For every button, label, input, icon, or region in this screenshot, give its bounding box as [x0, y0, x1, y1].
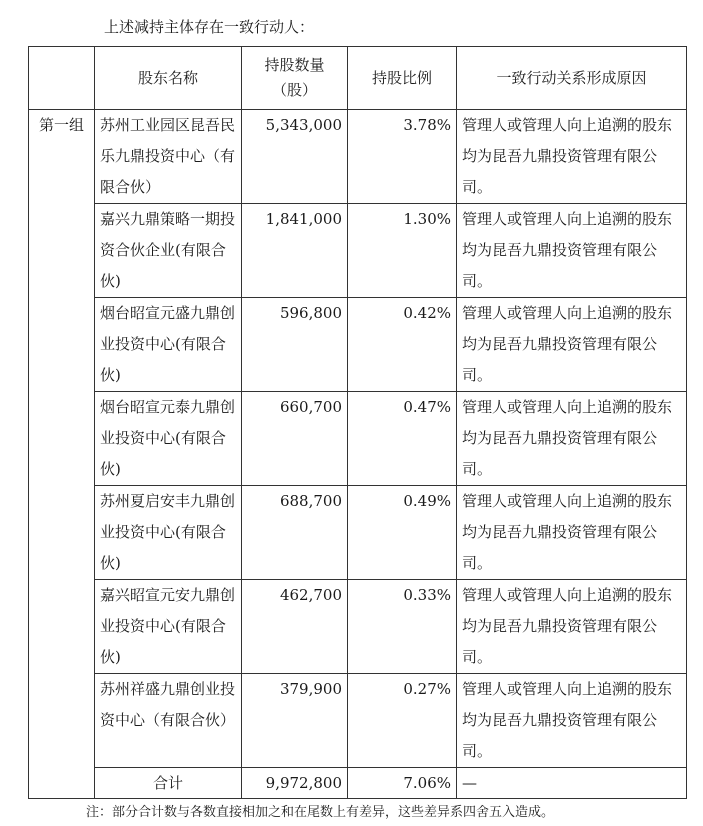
total-shares: 9,972,800 — [242, 768, 348, 799]
shares-value: 688,700 — [242, 486, 348, 580]
reason-text: 管理人或管理人向上追溯的股东均为昆吾九鼎投资管理有限公司。 — [457, 580, 687, 674]
ratio-value: 0.47% — [348, 392, 457, 486]
footnote: 注：部分合计数与各数直接相加之和在尾数上有差异，这些差异系四舍五入造成。 — [86, 805, 555, 820]
ratio-value: 3.78% — [348, 110, 457, 204]
header-shares-line1: 持股数量 — [264, 56, 325, 74]
intro-text: 上述减持主体存在一致行动人： — [104, 18, 315, 36]
header-shareholder-name: 股东名称 — [95, 47, 242, 110]
header-shares-line2: （股） — [271, 81, 317, 99]
shareholder-name: 烟台昭宣元泰九鼎创业投资中心(有限合伙) — [95, 392, 242, 486]
table-row — [29, 580, 687, 674]
ratio-value: 0.42% — [348, 298, 457, 392]
shares-value: 1,841,000 — [242, 204, 348, 298]
header-reason: 一致行动关系形成原因 — [457, 47, 687, 110]
total-ratio: 7.06% — [348, 768, 457, 799]
reason-text: 管理人或管理人向上追溯的股东均为昆吾九鼎投资管理有限公司。 — [457, 486, 687, 580]
ratio-value: 0.27% — [348, 674, 457, 768]
table-row — [29, 298, 687, 392]
table-row — [29, 204, 687, 298]
reason-text: 管理人或管理人向上追溯的股东均为昆吾九鼎投资管理有限公司。 — [457, 392, 687, 486]
shareholder-name: 嘉兴昭宣元安九鼎创业投资中心(有限合伙) — [95, 580, 242, 674]
table-header-row — [29, 47, 687, 110]
reason-text: 管理人或管理人向上追溯的股东均为昆吾九鼎投资管理有限公司。 — [457, 298, 687, 392]
total-row — [29, 768, 687, 799]
shares-value: 379,900 — [242, 674, 348, 768]
ratio-value: 1.30% — [348, 204, 457, 298]
header-ratio: 持股比例 — [348, 47, 457, 110]
shareholder-name: 苏州祥盛九鼎创业投资中心（有限合伙） — [95, 674, 242, 768]
shareholder-name: 苏州工业园区昆吾民乐九鼎投资中心（有限合伙） — [95, 110, 242, 204]
ratio-value: 0.33% — [348, 580, 457, 674]
table-row — [29, 110, 687, 204]
total-reason: — — [457, 768, 687, 799]
shareholder-name: 苏州夏启安丰九鼎创业投资中心(有限合伙) — [95, 486, 242, 580]
shares-value: 660,700 — [242, 392, 348, 486]
shareholder-name: 嘉兴九鼎策略一期投资合伙企业(有限合伙) — [95, 204, 242, 298]
shares-value: 462,700 — [242, 580, 348, 674]
header-shares — [242, 47, 348, 110]
shares-value: 596,800 — [242, 298, 348, 392]
reason-text: 管理人或管理人向上追溯的股东均为昆吾九鼎投资管理有限公司。 — [457, 674, 687, 768]
table-row — [29, 392, 687, 486]
shares-value: 5,343,000 — [242, 110, 348, 204]
header-group — [29, 47, 95, 110]
reason-text: 管理人或管理人向上追溯的股东均为昆吾九鼎投资管理有限公司。 — [457, 110, 687, 204]
table-row — [29, 486, 687, 580]
group-label: 第一组 — [29, 110, 95, 799]
concerted-action-table — [28, 46, 687, 799]
reason-text: 管理人或管理人向上追溯的股东均为昆吾九鼎投资管理有限公司。 — [457, 204, 687, 298]
ratio-value: 0.49% — [348, 486, 457, 580]
shareholder-name: 烟台昭宣元盛九鼎创业投资中心(有限合伙) — [95, 298, 242, 392]
total-label: 合计 — [95, 768, 242, 799]
table-row — [29, 674, 687, 768]
